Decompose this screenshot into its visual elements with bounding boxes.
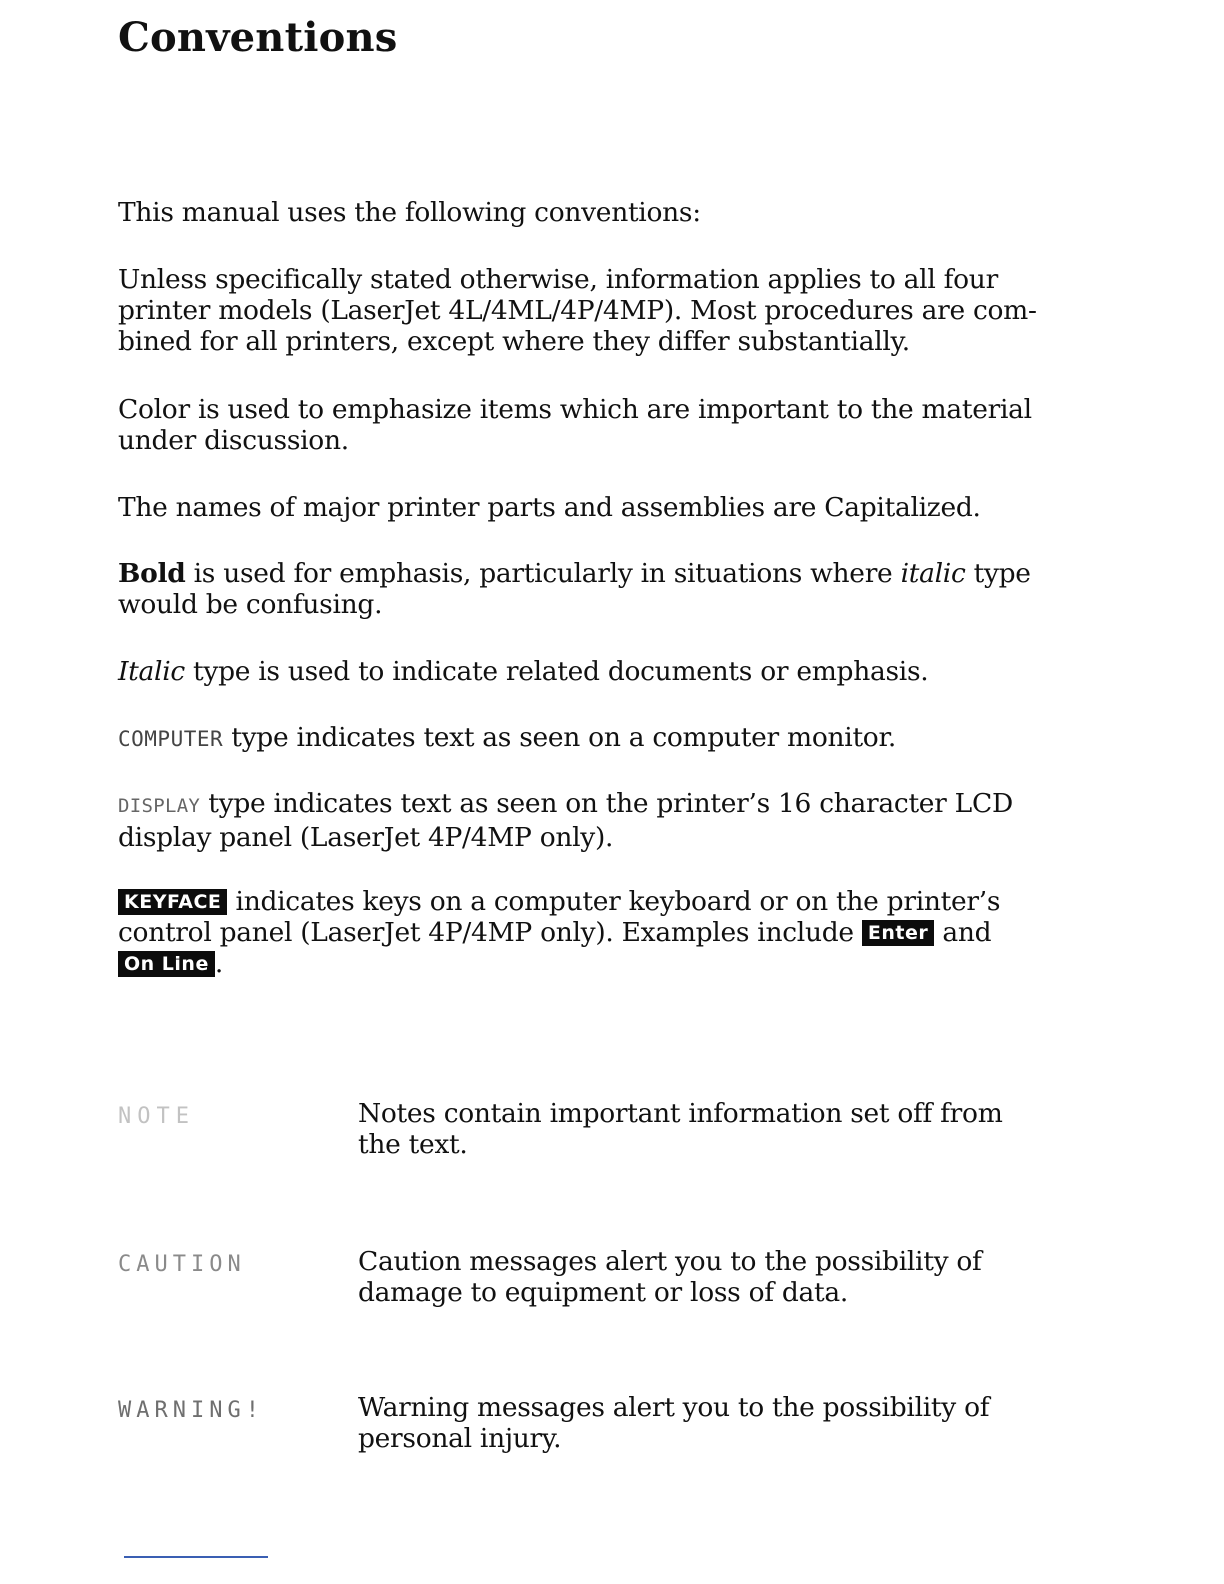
keyface-text: indicates keys on a computer keyboard or on the printer’s control panel (LaserJet 4P/4MP only). Examples include	[118, 886, 1001, 948]
computer-paragraph	[118, 722, 1058, 755]
note-text: Notes contain important information set off from the text.	[358, 1098, 1003, 1160]
models-paragraph: Unless specifically stated otherwise, information applies to all four printer models (LaserJet 4L/4ML/4P/4MP). Most procedures are com-bined for all printers, except where they differ substantially.	[118, 264, 1037, 357]
keyface-joiner: and	[934, 917, 992, 948]
color-paragraph: Color is used to emphasize items which are important to the material under discussion.	[118, 394, 1032, 456]
footer-rule	[124, 1556, 268, 1558]
keyface-end: .	[214, 948, 223, 979]
capitalized-paragraph: The names of major printer parts and assemblies are Capitalized.	[118, 492, 981, 523]
keyface-paragraph	[118, 886, 1058, 979]
display-text: type indicates text as seen on the printer’s 16 character LCD display panel (LaserJet 4P/4MP only).	[118, 788, 1013, 853]
warning-label: WARNING!	[118, 1398, 264, 1423]
caution-label: CAUTION	[118, 1252, 246, 1277]
italic-paragraph	[118, 656, 1058, 687]
computer-type-example: COMPUTER	[118, 727, 224, 751]
note-label: NOTE	[118, 1104, 195, 1129]
online-key: On Line	[118, 951, 215, 977]
caution-text: Caution messages alert you to the possibility of damage to equipment or loss of data.	[358, 1246, 982, 1308]
enter-key: Enter	[862, 920, 934, 946]
italic-example-word: Italic	[118, 656, 185, 687]
bold-example-word: Bold	[118, 558, 186, 589]
display-paragraph	[118, 788, 1058, 853]
page-title: Conventions	[118, 14, 398, 61]
warning-text: Warning messages alert you to the possibility of personal injury.	[358, 1392, 990, 1454]
italic-text: type is used to indicate related documents or emphasis.	[184, 656, 929, 687]
bold-paragraph	[118, 558, 1058, 620]
intro-paragraph: This manual uses the following conventions:	[118, 197, 701, 228]
italic-inline-word: italic	[900, 558, 966, 589]
display-type-example: DISPLAY	[118, 795, 201, 817]
bold-text-part2: type would be confusing.	[118, 558, 1031, 620]
keyface-key: KEYFACE	[118, 889, 227, 915]
computer-text: type indicates text as seen on a computer monitor.	[223, 722, 897, 753]
bold-text-part1: is used for emphasis, particularly in situations where	[185, 558, 901, 589]
